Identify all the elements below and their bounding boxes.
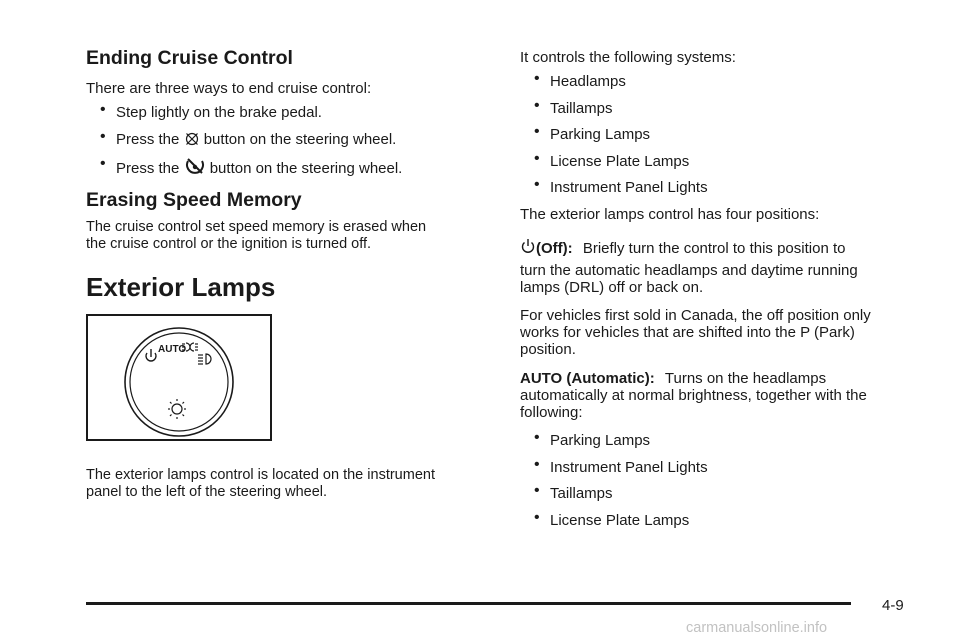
- dial-auto-label: AUTO: [158, 344, 187, 355]
- list-item-text: button on the steering wheel.: [203, 131, 397, 148]
- paragraph: The exterior lamps control has four positions:: [520, 206, 820, 223]
- list-item: [534, 482, 613, 502]
- bullet-dot: •: [534, 455, 540, 473]
- list-item: [534, 96, 613, 117]
- watermark: carmanualsonline.info: [686, 620, 828, 636]
- cruise-cancel-icon: [185, 132, 199, 150]
- list-item: [100, 101, 322, 121]
- bullet-dot: •: [534, 149, 540, 167]
- paragraph-line: The exterior lamps control is located on the instrument: [86, 467, 435, 483]
- bullet-dot: •: [534, 429, 540, 446]
- list-item-text: License Plate Lamps: [550, 152, 690, 170]
- bullet-dot: •: [100, 101, 106, 118]
- paragraph-line: automatically at normal brightness, together with the: [520, 387, 867, 404]
- paragraph-line: position.: [520, 341, 576, 358]
- list-item: [534, 176, 708, 196]
- bullet-dot: •: [534, 123, 540, 140]
- interior-lamp-icon: [168, 399, 186, 419]
- off-position-line: [520, 238, 845, 258]
- list-item-text: Press the: [116, 131, 180, 148]
- paragraph: It controls the following systems:: [520, 49, 736, 66]
- section-heading-erasing-speed: Erasing Speed Memory: [86, 189, 302, 211]
- auto-description: Turns on the headlamps: [664, 370, 827, 387]
- exterior-lamps-control-figure: [86, 314, 272, 441]
- auto-position-line: [520, 370, 826, 387]
- bullet-dot: •: [534, 508, 540, 526]
- paragraph-line: The cruise control set speed memory is erased when: [86, 219, 427, 235]
- bullet-dot: •: [534, 96, 540, 114]
- power-off-icon: [521, 238, 535, 258]
- paragraph-line: turn the automatic headlamps and daytime running: [520, 262, 858, 279]
- off-description: Briefly turn the control to this position to: [582, 240, 846, 257]
- paragraph-line: following:: [520, 404, 583, 421]
- page-title-exterior-lamps: Exterior Lamps: [86, 272, 276, 302]
- list-item-text: Parking Lamps: [550, 432, 651, 449]
- paragraph-line: works for vehicles that are shifted into the P (Park): [520, 324, 855, 341]
- paragraph: There are three ways to end cruise control:: [86, 80, 372, 97]
- bullet-dot: •: [100, 155, 106, 172]
- list-item-text: Instrument Panel Lights: [550, 458, 708, 476]
- parking-lamps-icon: [182, 343, 198, 351]
- off-label: (Off):: [536, 240, 573, 257]
- bullet-dot: •: [534, 70, 540, 87]
- list-item: [534, 455, 708, 476]
- list-item-text: Press the: [116, 160, 180, 177]
- list-item-text: Step lightly on the brake pedal.: [116, 104, 322, 121]
- list-item: [534, 149, 690, 170]
- cruise-off-icon: [185, 158, 205, 179]
- list-item: [534, 429, 651, 449]
- list-item-text: License Plate Lamps: [550, 511, 690, 529]
- list-item-text: Taillamps: [550, 99, 613, 117]
- auto-label: AUTO (Automatic):: [520, 370, 655, 387]
- list-item-text: Headlamps: [550, 73, 626, 90]
- section-heading-ending-cruise: Ending Cruise Control: [86, 47, 293, 69]
- list-item: [100, 155, 403, 179]
- list-item-text: button on the steering wheel.: [209, 160, 403, 177]
- footer-rule: [86, 602, 851, 605]
- bullet-dot: •: [534, 176, 540, 193]
- paragraph-line: For vehicles first sold in Canada, the off position only: [520, 307, 871, 324]
- bullet-dot: •: [534, 482, 540, 499]
- list-item: [534, 123, 651, 143]
- bullet-dot: •: [100, 128, 106, 145]
- headlamp-icon: [198, 354, 211, 364]
- list-item-text: Taillamps: [550, 485, 613, 502]
- list-item: [534, 70, 626, 90]
- list-item-text: Instrument Panel Lights: [550, 179, 708, 196]
- power-off-icon: [146, 349, 156, 361]
- page-number: 4-9: [882, 597, 904, 614]
- paragraph-line: the cruise control or the ignition is turned off.: [86, 236, 372, 252]
- list-item: [534, 508, 690, 529]
- list-item-text: Parking Lamps: [550, 126, 651, 143]
- paragraph-line: panel to the left of the steering wheel.: [86, 484, 328, 500]
- paragraph-line: lamps (DRL) off or back on.: [520, 279, 704, 296]
- list-item: [100, 128, 397, 150]
